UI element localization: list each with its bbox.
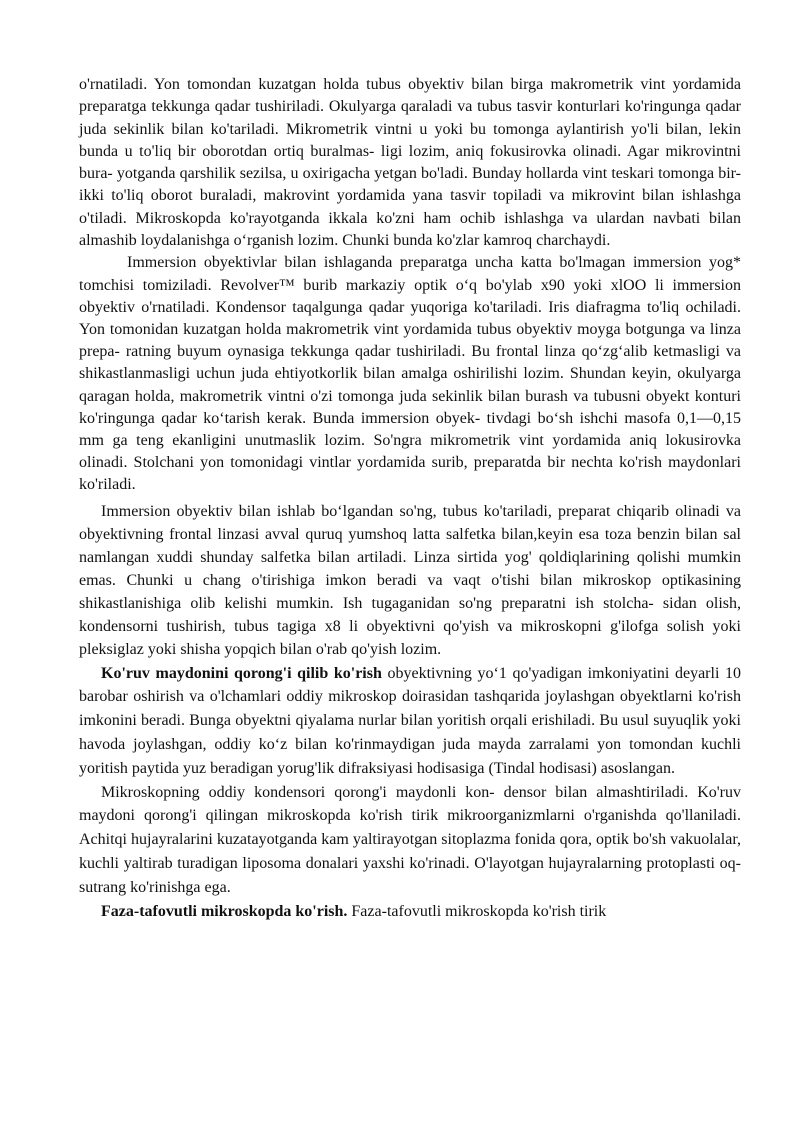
phase-contrast-text: Faza-tafovutli mikroskopda ko'rish tirik [347,902,607,920]
dark-field-heading: Ko'ruv maydonini qorong'i qilib ko'rish [101,664,382,682]
paragraph-focusing-micrometric-screw: o'rnatiladi. Yon tomondan kuzatgan holda tubus obyektiv bilan birga makrometrik vint yordamida preparatga tekkunga qadar tushiriladi. Okulyarga qaraladi va tubus tasvir konturlari ko'ringunga qadar juda sekinlik bilan ko'tariladi. Mikrometrik vintni u yoki bu tomonga aylantirish yo'li bilan, lekin bunda u to'liq bir oborotdan ortiq buralmas- ligi lozim, aniq fokusirovka olinadi. Agar mikrovintni bura- yotganda qarshilik sezilsa, u oxirigacha yetgan bo'ladi. Bunday hollarda vint teskari tomonga bir-ikki to'liq oborot buraladi, makrovint yordamida yana tasvir topiladi va mikrovint bilan ishlashga o'tiladi. Mikroskopda ko'rayotganda ikkala ko'zni ham ochib ishlashga va ulardan navbati bilan almashib loydalanishga o‘rganish lozim. Chunki bunda ko'zlar kamroq charchaydi. [79,76,741,250]
dark-field-text: obyektivning yo‘1 qo'yadigan imkoniyatini deyarli 10 barobar oshirish va o'lchamlari oddiy mikroskop doirasidan tashqarida joylashgan obyektlarni ko'rish imkonini beradi. Bunga obyektni qiyalama nurlar bilan yoritish orqali erishiladi. Bu usul suyuqlik yoki havoda joylashgan, oddiy ko‘z bilan ko'rinmaydigan juda mayda zarralami yon tomondan kuchli yoritish paytida yuz beradigan yorug'lik difraksiyasi hodisasiga (Tindal hodisasi) asoslangan. [79,664,741,777]
paragraph-immersion-objectives: Immersion obyektivlar bilan ishlaganda preparatga uncha katta bo'lmagan immersion yog* tomchisi tomiziladi. Revolver™ burib markaziy optik o‘q bo'ylab x90 yoki xlOO li immersion obyektiv o'rnatiladi. Kondensor taqalgunga qadar yuqoriga ko'tariladi. Iris diafragma to'liq ochiladi. Yon tomonidan kuzatgan holda makrometrik vint yordamida tubus obyektiv moyga botgunga va linza prepa- ratning buyum oynasiga tekkunga qadar tushiriladi. Bu frontal linza qo‘zg‘alib ketmasligi va shikastlanmasligi uchun juda ehtiyotkorlik bilan amalga oshirilishi lozim. Shundan keyin, okulyarga qaragan holda, makrometrik vintni o'zi tomonga juda sekinlik bilan burash va tubusni obyekt konturi ko'ringunga qadar ko‘tarish kerak. Bunda immersion obyek- tivdagi bo‘sh ishchi masofa 0,1—0,15 mm ga teng ekanligini unutmaslik lozim. So'ngra mikrometrik vint yordamida aniq lokusirovka olinadi. Stolchani yon tomonidagi vintlar yordamida surib, preparatda bir nechta ko'rish maydonlari ko'riladi. [79,254,741,494]
paragraph-phase-contrast [79,900,741,924]
paragraph-dark-field-condenser: Mikroskopning oddiy kondensori qorong'i maydonli kon- densor bilan almashtiriladi. Ko'ruv maydoni qorong'i qilingan mikroskopda ko'rish tirik mikroorganizmlarni o'rganishda qo'llaniladi. Achitqi hujayralarini kuzatayotganda kam yaltirayotgan sitoplazma fonida qora, optik bo'sh vakuolalar, kuchli yaltirab turadigan liposoma donalari yaxshi ko'rinadi. O'layotgan hujayralarning protoplasti oq-sutrang ko'rinishga ega. [79,783,741,896]
paragraph-dark-field [79,662,741,781]
phase-contrast-heading: Faza-tafovutli mikroskopda ko'rish. [101,902,348,920]
document-page [79,74,741,923]
paragraph-after-immersion-work: Immersion obyektiv bilan ishlab bo‘lgandan so'ng, tubus ko'tariladi, preparat chiqarib olinadi va obyektivning frontal linzasi avval quruq yumshoq latta salfetka bilan,keyin esa toza benzin bilan sal namlangan xuddi shunday salfetka bilan artiladi. Linza sirtida yog' qoldiqlarining qolishi mumkin emas. Chunki u chang o'tirishiga imkon beradi va vaqt o'tishi bilan mikroskop optikasining shikastlanishiga olib kelishi mumkin. Ish tugaganidan so'ng preparatni ish stolcha- sidan olish, kondensorni tushirish, tubus tagiga x8 li obyektivni qo'yish va mikroskopni g'ilofga solish yoki pleksiglaz yoki shisha yopqich bilan o'rab qo'yish lozim. [79,502,741,658]
